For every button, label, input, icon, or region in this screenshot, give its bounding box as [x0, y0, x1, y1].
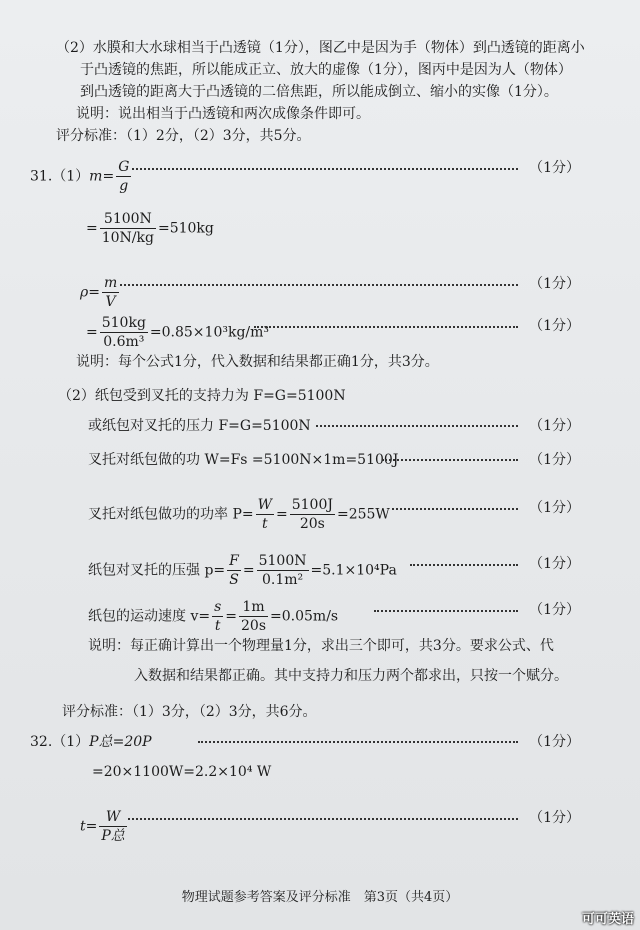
score-mark: （1分） — [529, 500, 580, 516]
fraction-denominator: V — [105, 294, 116, 310]
watermark-logo-text: 可可英语 — [581, 912, 634, 927]
fraction-numerator: W — [257, 497, 272, 513]
score-mark: （1分） — [529, 452, 580, 468]
q31-2-line-1: （2）纸包受到叉托的支持力为 F=G=5100N — [58, 388, 346, 404]
fraction-numerator: 510kg — [101, 315, 146, 331]
q31-mass-fraction — [116, 158, 131, 195]
q31-density-symbol: ρ= — [80, 284, 100, 301]
q31-2-line-5-row — [0, 544, 640, 588]
q32-line-3-row — [0, 800, 640, 846]
dot-leader — [120, 284, 518, 286]
dot-leader — [198, 741, 518, 743]
q31-mass-result: =510kg — [157, 220, 214, 237]
answer-30-scoring-standard: 评分标准：（1）2分，（2）3分，共5分。 — [56, 128, 311, 144]
answer-30-note: 说明：说出相当于凸透镜和两次成像条件即可。 — [76, 106, 370, 122]
fraction-numerator: G — [118, 159, 130, 175]
q31-label: 31.（1） — [30, 168, 90, 185]
score-mark: （1分） — [529, 418, 580, 434]
power-result: =255W — [336, 506, 390, 523]
fraction-numerator: 1m — [239, 598, 268, 617]
q32-time-formula — [80, 808, 129, 845]
fraction-numerator: W — [99, 808, 126, 827]
score-mark: （1分） — [529, 602, 580, 618]
answer-30-2-line-2: 于凸透镜的焦距，所以能成正立、放大的虚像（1分），图丙中是因为人（物体） — [80, 62, 572, 78]
q31-mass-fraction-values — [100, 210, 156, 247]
dot-leader — [254, 326, 518, 328]
q31-2-line-3: 叉托对纸包做的功 W=Fs =5100N×1m=5100J — [88, 452, 399, 468]
q31-formula-mass — [30, 158, 133, 195]
answer-30-2-line-1: （2）水膜和大水球相当于凸透镜（1分），图乙中是因为手（物体）到凸透镜的距离小 — [56, 40, 585, 56]
fraction-denominator: g — [119, 178, 129, 194]
fraction-denominator: t — [261, 516, 268, 532]
score-mark: （1分） — [529, 276, 580, 292]
equals-sign: = — [86, 324, 98, 341]
velocity-label: 纸包的运动速度 v= — [88, 608, 211, 625]
score-mark: （1分） — [529, 318, 580, 334]
q31-density-fraction-values — [100, 314, 148, 351]
fraction-denominator: 20s — [241, 618, 267, 634]
dot-leader — [128, 818, 518, 820]
q32-line-1-row — [0, 730, 640, 754]
fraction-numerator: m — [103, 275, 118, 291]
fraction-denominator: t — [214, 618, 221, 634]
score-mark: （1分） — [529, 556, 580, 572]
q31-2-line-2: 或纸包对叉托的压力 F=G=5100N — [88, 418, 311, 434]
dot-leader — [374, 610, 518, 612]
q31-2-velocity-formula: 纸包的运动速度 v= $\frac{s}{t}$ = $\frac{1m}{20s}$ =0.05m/s — [88, 599, 339, 634]
q31-formula-density-row — [0, 266, 640, 310]
q32-total-power — [30, 730, 152, 754]
equals-sign: = — [86, 220, 98, 237]
q31-density-calculation-row — [0, 306, 640, 350]
page-footer: 物理试题参考答案及评分标准 第3页（共4页） — [181, 890, 459, 905]
q32-time-fraction — [99, 808, 126, 845]
power-fraction-values — [290, 496, 335, 533]
dot-leader — [410, 564, 518, 566]
velocity-fraction-values — [239, 598, 268, 635]
q31-2-pressure-formula: 纸包对叉托的压强 p= $\frac{F}{S}$ = $\frac{5100N}{\text{0.1m²}}$ =5.1×10⁴Pa — [88, 553, 397, 588]
q32-total-power-calculation: =20×1100W=2.2×10⁴ W — [92, 764, 272, 780]
dot-leader — [132, 168, 518, 170]
fraction-numerator: s — [214, 599, 222, 615]
dot-leader — [392, 508, 518, 510]
fraction-numerator: 5100J — [291, 497, 333, 513]
dot-leader — [382, 459, 518, 461]
q31-note-2-line-1: 说明：每正确计算出一个物理量1分，求出三个即可，共3分。要求公式、代 — [88, 638, 554, 654]
fraction-numerator: 5100N — [258, 553, 307, 569]
fraction-denominator: P总 — [101, 828, 125, 844]
fraction-denominator: 10N/kg — [101, 230, 154, 246]
q31-2-line-3-row — [0, 448, 640, 472]
pressure-result: =5.1×10⁴Pa — [310, 562, 397, 579]
q31-2-line-6-row — [0, 590, 640, 634]
q32-total-power-formula: P总=20P — [89, 734, 152, 750]
q31-density-result: =0.85×10³kg/m³ — [149, 324, 270, 341]
answer-30-2-line-3: 到凸透镜的距离大于凸透镜的二倍焦距，所以能成倒立、缩小的实像（1分）。 — [80, 84, 558, 100]
power-fraction-symbolic — [256, 496, 274, 533]
q31-mass-calculation — [86, 210, 214, 247]
fraction-denominator: 0.1m² — [261, 572, 304, 588]
power-label: 叉托对纸包做功的功率 P= — [88, 506, 254, 523]
q31-note-2-line-2: 入数据和结果都正确。其中支持力和压力两个都求出，只按一个赋分。 — [134, 668, 568, 684]
fraction-numerator: 5100N — [100, 210, 156, 229]
q31-mass-symbol: m= — [89, 168, 115, 185]
pressure-fraction-values — [257, 552, 309, 589]
score-mark: （1分） — [529, 160, 580, 176]
velocity-fraction-symbolic — [212, 598, 223, 635]
q31-2-line-2-row — [0, 414, 640, 438]
q31-formula-mass-row — [0, 150, 640, 194]
fraction-denominator: S — [229, 572, 239, 588]
pressure-label: 纸包对叉托的压强 p= — [88, 562, 226, 579]
fraction-numerator: F — [229, 553, 239, 569]
q31-density-calculation — [86, 314, 269, 351]
fraction-denominator: 20s — [299, 516, 325, 532]
q31-scoring-standard: 评分标准：（1）3分，（2）3分，共6分。 — [62, 704, 317, 720]
q31-note-1: 说明：每个公式1分，代入数据和结果都正确1分，共3分。 — [76, 354, 439, 370]
q32-label: 32.（1） — [30, 734, 90, 750]
velocity-result: =0.05m/s — [270, 608, 339, 625]
score-mark: （1分） — [529, 734, 580, 750]
q31-2-line-4-row — [0, 488, 640, 532]
dot-leader — [316, 425, 518, 427]
q31-2-power-formula: 叉托对纸包做功的功率 P= $\frac{W}{t}$ = $\frac{5100J}{20s}$ =255W — [88, 497, 390, 532]
fraction-denominator: 0.6m³ — [103, 334, 145, 350]
q32-time-symbol: t= — [80, 818, 98, 835]
score-mark: （1分） — [529, 810, 580, 826]
pressure-fraction-symbolic — [227, 552, 241, 589]
